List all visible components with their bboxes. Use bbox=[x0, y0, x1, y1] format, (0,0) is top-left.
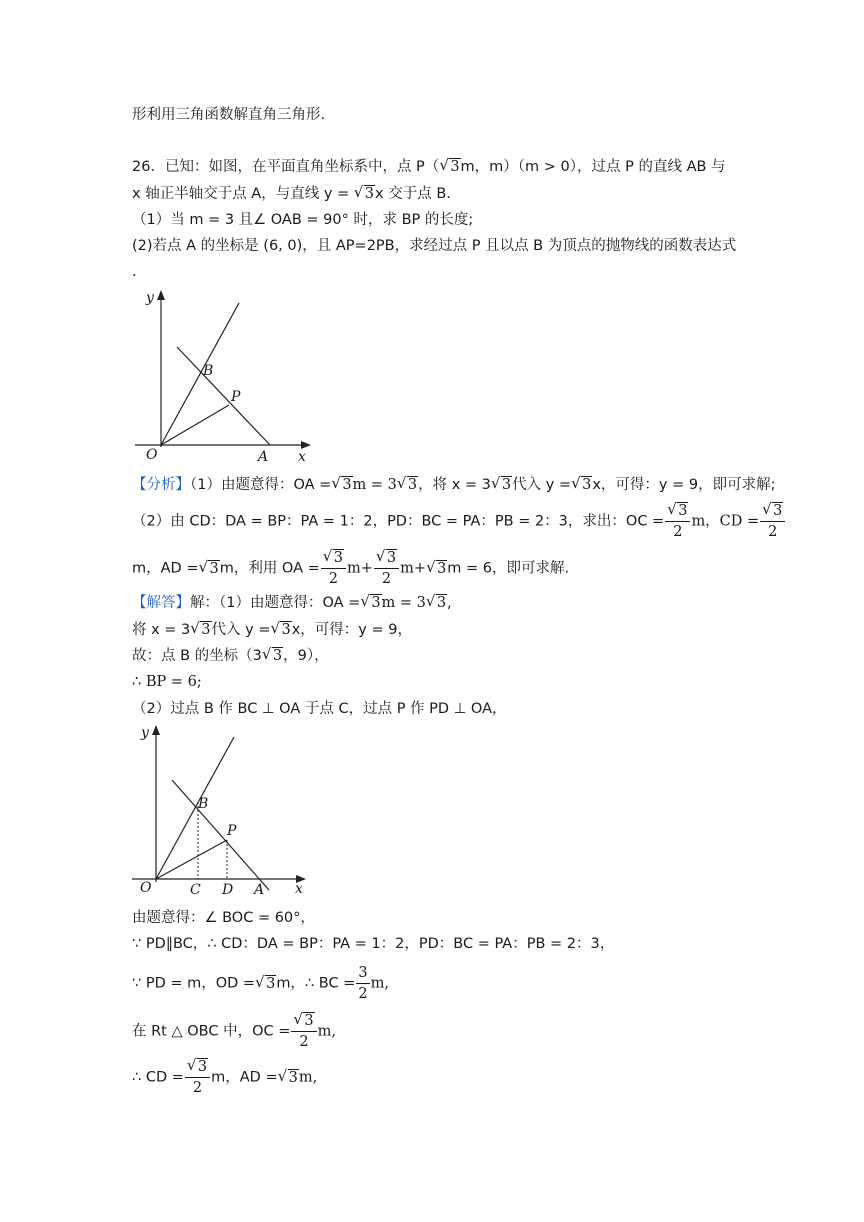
label-A: A bbox=[258, 449, 269, 465]
label-P: P bbox=[227, 823, 237, 839]
label-y: y bbox=[141, 725, 149, 741]
figure-2 bbox=[130, 720, 320, 900]
label-P: P bbox=[231, 389, 241, 405]
analysis-line-2: （2）由 CD：DA = BP：PA = 1：2，PD：BC = PA：PB = 2：3，求出：OC = √ $\frac{3}{2}$ m，CD = √ $\frac{3}{2}$ bbox=[132, 502, 786, 541]
label-B: B bbox=[198, 796, 209, 812]
line-OP bbox=[161, 405, 229, 445]
label-O: O bbox=[146, 447, 158, 463]
label-x: x bbox=[295, 881, 303, 897]
label-D: D bbox=[222, 882, 234, 898]
label-B: B bbox=[203, 363, 214, 379]
solution-line-2: 将 x = 3√ 3代入 y =√ 3x，可得：y = 9， bbox=[132, 620, 412, 640]
solution-line-7: ∵ PD∥BC，∴ CD：DA = BP：PA = 1：2，PD：BC = PA：PB = 2：3， bbox=[132, 936, 615, 952]
line-OB bbox=[161, 303, 239, 445]
label-x: x bbox=[298, 449, 306, 465]
sqrt-3: √ 3 bbox=[440, 157, 460, 177]
solution-line-8: ∵ PD = m，OD =√ 3m，∴ BC = $\frac{3}{2}$ m, bbox=[132, 964, 389, 1003]
question-line-2: x 轴正半轴交于点 A，与直线 y = √ 3x 交于点 B. bbox=[132, 184, 451, 204]
question-part-2-end: . bbox=[132, 264, 137, 280]
continued-text: 形利用三角函数解直角三角形. bbox=[132, 107, 326, 123]
solution-line-3: 故：点 B 的坐标（3√ 3，9）， bbox=[132, 646, 329, 666]
figure-1 bbox=[130, 285, 320, 465]
question-part-1: （1）当 m = 3 且∠ OAB = 90° 时，求 BP 的长度; bbox=[132, 212, 474, 228]
label-A: A bbox=[254, 882, 265, 898]
line-AB bbox=[177, 347, 270, 445]
line-AB bbox=[172, 780, 269, 890]
solution-line-10: ∴ CD = √ $\frac{3}{2}$ m，AD =√ 3m, bbox=[132, 1058, 317, 1097]
x-axis-arrow bbox=[301, 441, 311, 449]
sqrt-3: √ 3 bbox=[355, 184, 375, 204]
solution-line-4: ∴ BP = 6; bbox=[132, 674, 202, 690]
solution-line-6: 由题意得：∠ BOC = 60°， bbox=[132, 910, 315, 926]
solution-line-5: （2）过点 B 作 BC ⊥ OA 于点 C，过点 P 作 PD ⊥ OA， bbox=[132, 701, 507, 717]
label-y: y bbox=[146, 290, 154, 306]
y-axis-arrow bbox=[152, 725, 160, 735]
analysis-tag: 【分析】 bbox=[132, 477, 190, 493]
analysis-line-3: m，AD =√ 3m，利用 OA = √ $\frac{3}{2}$ m+ √ $\frac{3}{2}$ m+√ 3m = 6，即可求解. bbox=[132, 549, 569, 588]
solution-tag: 【解答】 bbox=[132, 595, 190, 611]
solution-line-9: 在 Rt △ OBC 中，OC = √ $\frac{3}{2}$ m, bbox=[132, 1012, 336, 1051]
question-line-1: 26．已知：如图，在平面直角坐标系中，点 P（√ 3m，m）（m > 0），过点 P 的直线 AB 与 bbox=[132, 157, 726, 177]
label-O: O bbox=[140, 880, 152, 896]
question-number: 26．已知：如图，在平面直角坐标系中，点 P（ bbox=[132, 159, 440, 175]
y-axis-arrow bbox=[157, 290, 165, 300]
solution-line-1: 【解答】解：（1）由题意得：OA =√ 3m = 3√ 3, bbox=[132, 593, 452, 613]
analysis-line-1: 【分析】（1）由题意得：OA =√ 3m = 3√ 3，将 x = 3√ 3代入 y =√ 3x，可得：y = 9，即可求解; bbox=[132, 475, 775, 495]
label-C: C bbox=[190, 882, 201, 898]
question-part-2: (2)若点 A 的坐标是 (6, 0)，且 AP=2PB，求经过点 P 且以点 B 为顶点的抛物线的函数表达式 bbox=[132, 238, 737, 254]
